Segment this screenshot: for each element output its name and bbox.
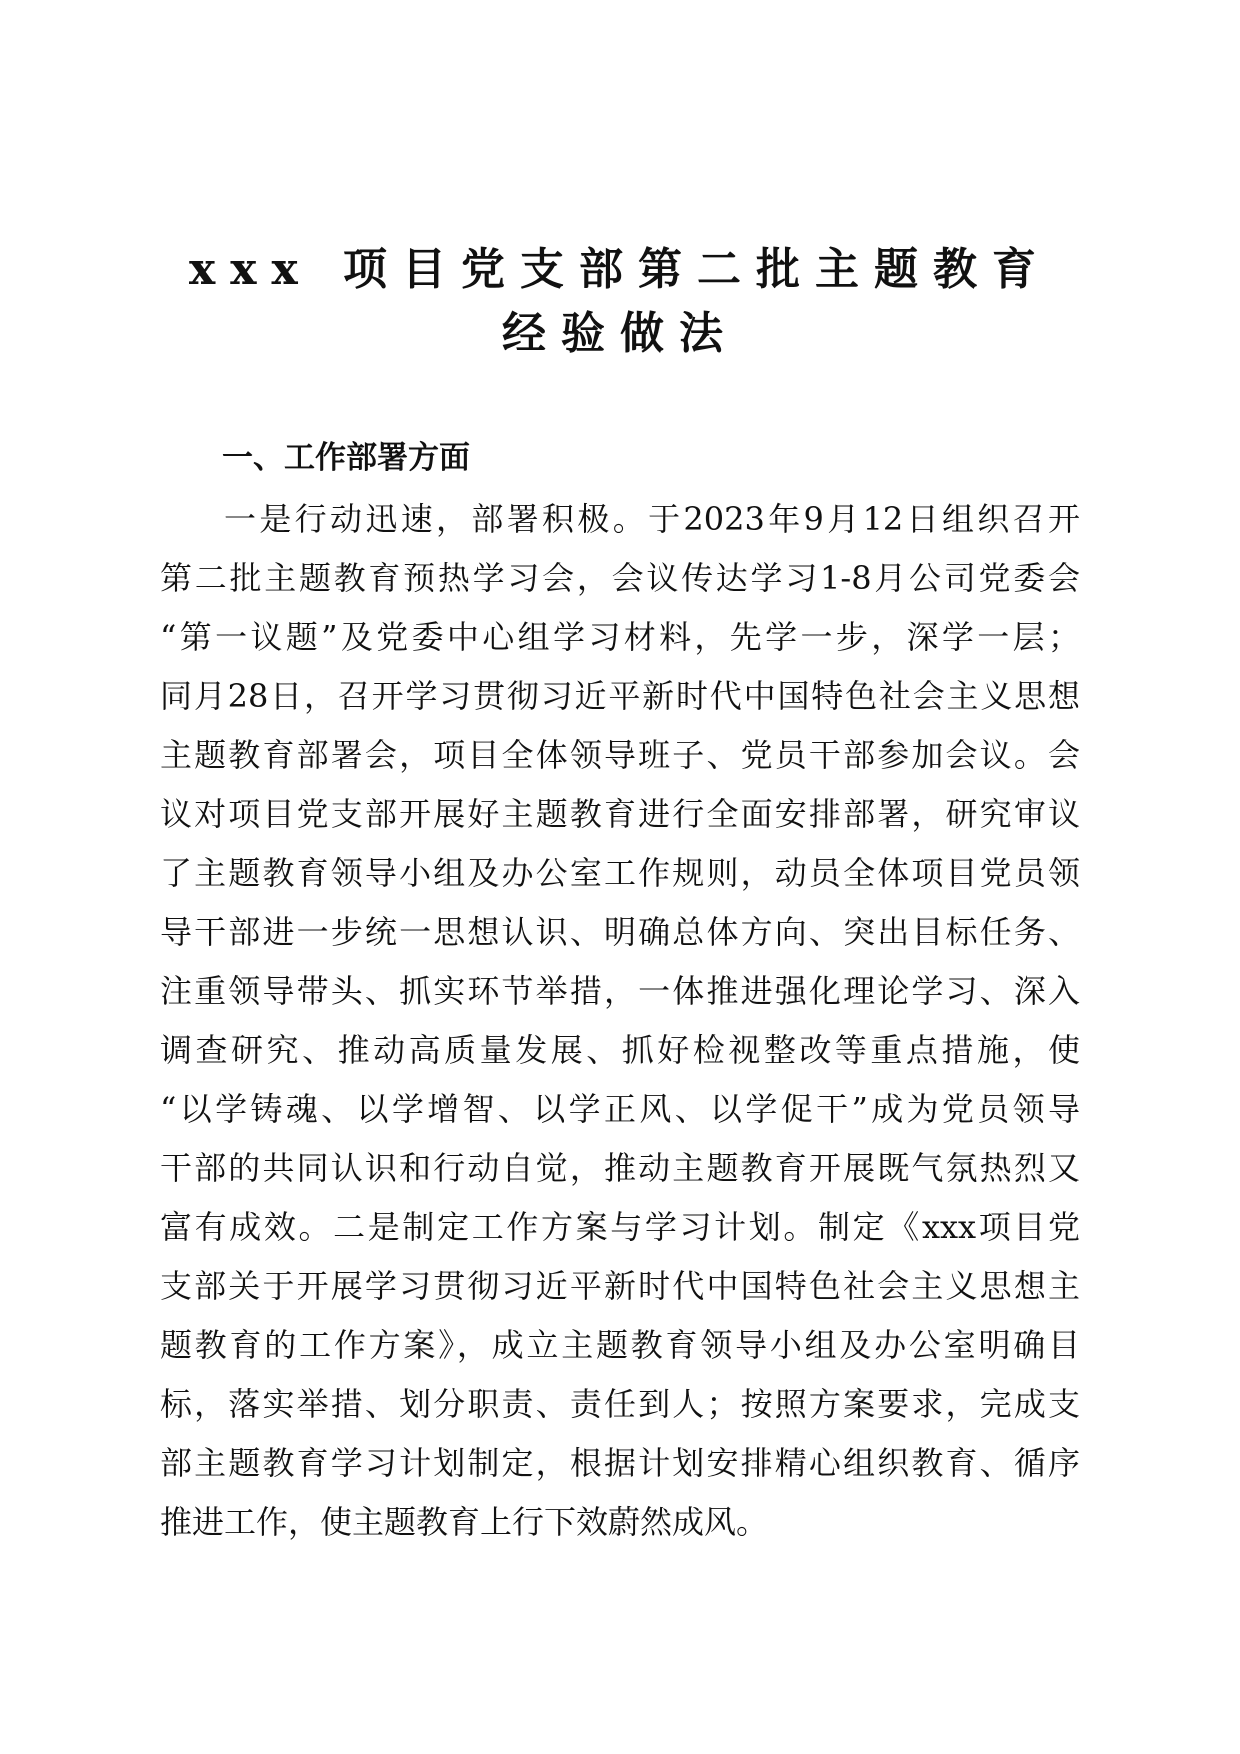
paragraph-line: 一是行动迅速，部署积极。于2023年9月12日组织召开 bbox=[224, 500, 1080, 538]
paragraph-line: 富有成效。二是制定工作方案与学习计划。制定《xxx项目党 bbox=[160, 1208, 1080, 1246]
document-title bbox=[150, 238, 1090, 366]
title-line-1: xxx 项目党支部第二批主题教育 bbox=[188, 244, 1051, 295]
paragraph-line: “第一议题”及党委中心组学习材料，先学一步，深学一层； bbox=[160, 618, 1080, 656]
paragraph-line: 标，落实举措、划分职责、责任到人；按照方案要求，完成支 bbox=[160, 1385, 1080, 1423]
paragraph-line: 了主题教育领导小组及办公室工作规则，动员全体项目党员领 bbox=[160, 854, 1080, 892]
paragraph-line: 主题教育部署会，项目全体领导班子、党员干部参加会议。会 bbox=[160, 736, 1080, 774]
paragraph-line: 第二批主题教育预热学习会，会议传达学习1-8月公司党委会 bbox=[160, 559, 1080, 597]
paragraph-line: 干部的共同认识和行动自觉，推动主题教育开展既气氛热烈又 bbox=[160, 1149, 1080, 1187]
paragraph-line: 注重领导带头、抓实环节举措，一体推进强化理论学习、深入 bbox=[160, 972, 1080, 1010]
paragraph-line: 部主题教育学习计划制定，根据计划安排精心组织教育、循序 bbox=[160, 1444, 1080, 1482]
paragraph-line: 推进工作，使主题教育上行下效蔚然成风。 bbox=[160, 1503, 769, 1541]
paragraph-line: “以学铸魂、以学增智、以学正风、以学促干”成为党员领导 bbox=[160, 1090, 1080, 1128]
paragraph-line: 题教育的工作方案》，成立主题教育领导小组及办公室明确目 bbox=[160, 1326, 1080, 1364]
paragraph-line: 调查研究、推动高质量发展、抓好检视整改等重点措施，使 bbox=[160, 1031, 1080, 1069]
title-line-2: 经验做法 bbox=[502, 308, 738, 359]
paragraph-line: 导干部进一步统一思想认识、明确总体方向、突出目标任务、 bbox=[160, 913, 1080, 951]
paragraph-line: 同月28日，召开学习贯彻习近平新时代中国特色社会主义思想 bbox=[160, 677, 1080, 715]
paragraph-line: 议对项目党支部开展好主题教育进行全面安排部署，研究审议 bbox=[160, 795, 1080, 833]
paragraph-line: 支部关于开展学习贯彻习近平新时代中国特色社会主义思想主 bbox=[160, 1267, 1080, 1305]
section-heading: 一、工作部署方面 bbox=[222, 440, 470, 476]
body-paragraph bbox=[160, 490, 1080, 1552]
